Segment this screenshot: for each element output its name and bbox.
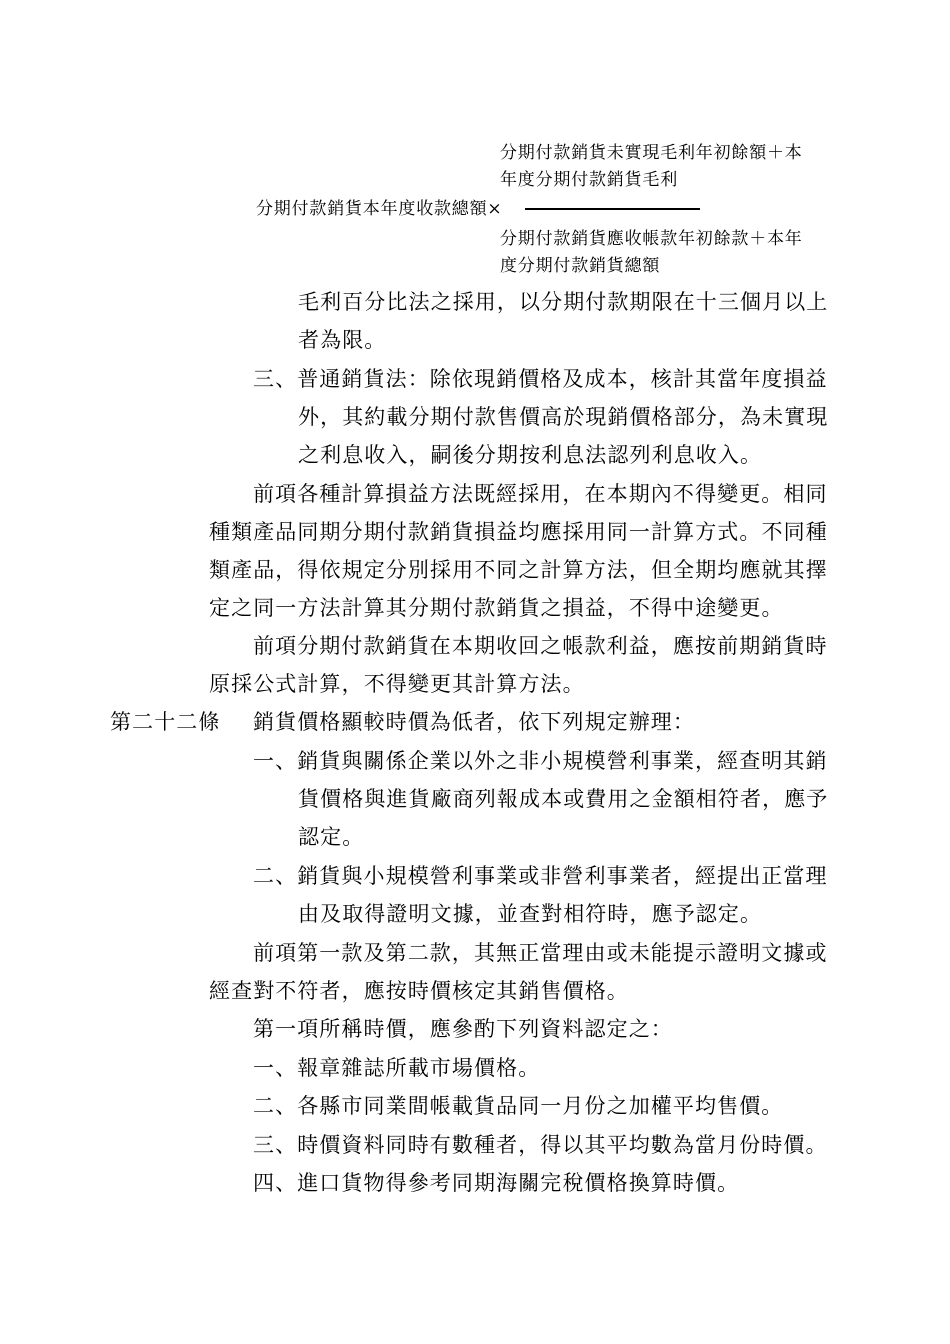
text-line: 第一項所稱時價，應參酌下列資料認定之： [253,1017,673,1041]
text-line: 認定。 [298,825,365,849]
text-line: 前項各種計算損益方法既經採用，在本期內不得變更。相同 [253,482,828,506]
text-line: 外，其約載分期付款售價高於現銷價格部分，為未實現 [298,405,829,429]
text-line: 之利息收入，嗣後分期按利息法認列利息收入。 [298,443,763,467]
formula-denominator-line-1: 分期付款銷貨應收帳款年初餘款＋本年 [500,229,803,249]
text-line: 原採公式計算，不得變更其計算方法。 [209,672,585,696]
text-line: 四、進口貨物得參考同期海關完稅價格換算時價。 [253,1171,740,1195]
article-number: 第二十二條 [110,710,221,734]
text-line: 毛利百分比法之採用，以分期付款期限在十三個月以上 [298,290,829,314]
formula-fraction-bar [525,208,700,210]
text-line: 定之同一方法計算其分期付款銷貨之損益，不得中途變更。 [209,596,784,620]
text-line: 三、時價資料同時有數種者，得以其平均數為當月份時價。 [253,1133,828,1157]
formula-denominator-line-2: 度分期付款銷貨總額 [500,256,661,276]
text-line: 一、銷貨與關係企業以外之非小規模營利事業，經查明其銷 [253,749,828,773]
text-line: 三、普通銷貨法：除依現銷價格及成本，核計其當年度損益 [253,367,828,391]
formula-lhs: 分期付款銷貨本年度收款總額× [256,199,503,219]
text-line: 類產品，得依規定分別採用不同之計算方法，但全期均應就其擇 [209,558,828,582]
formula-numerator-line-2: 年度分期付款銷貨毛利 [500,170,678,190]
text-line: 前項分期付款銷貨在本期收回之帳款利益，應按前期銷貨時 [253,634,828,658]
text-line: 二、銷貨與小規模營利事業或非營利事業者，經提出正當理 [253,864,828,888]
text-line: 經查對不符者，應按時價核定其銷售價格。 [209,979,629,1003]
article-heading-text: 銷貨價格顯較時價為低者，依下列規定辦理： [253,710,695,734]
text-line: 由及取得證明文據，並查對相符時，應予認定。 [298,902,763,926]
text-line: 種類產品同期分期付款銷貨損益均應採用同一計算方式。不同種 [209,520,828,544]
text-line: 一、報章雜誌所載市場價格。 [253,1056,541,1080]
text-line: 者為限。 [298,328,387,352]
text-line: 前項第一款及第二款，其無正當理由或未能提示證明文據或 [253,941,828,965]
formula-numerator-line-1: 分期付款銷貨未實現毛利年初餘額＋本 [500,143,803,163]
text-line: 二、各縣市同業間帳載貨品同一月份之加權平均售價。 [253,1094,784,1118]
text-line: 貨價格與進貨廠商列報成本或費用之金額相符者，應予 [298,787,829,811]
